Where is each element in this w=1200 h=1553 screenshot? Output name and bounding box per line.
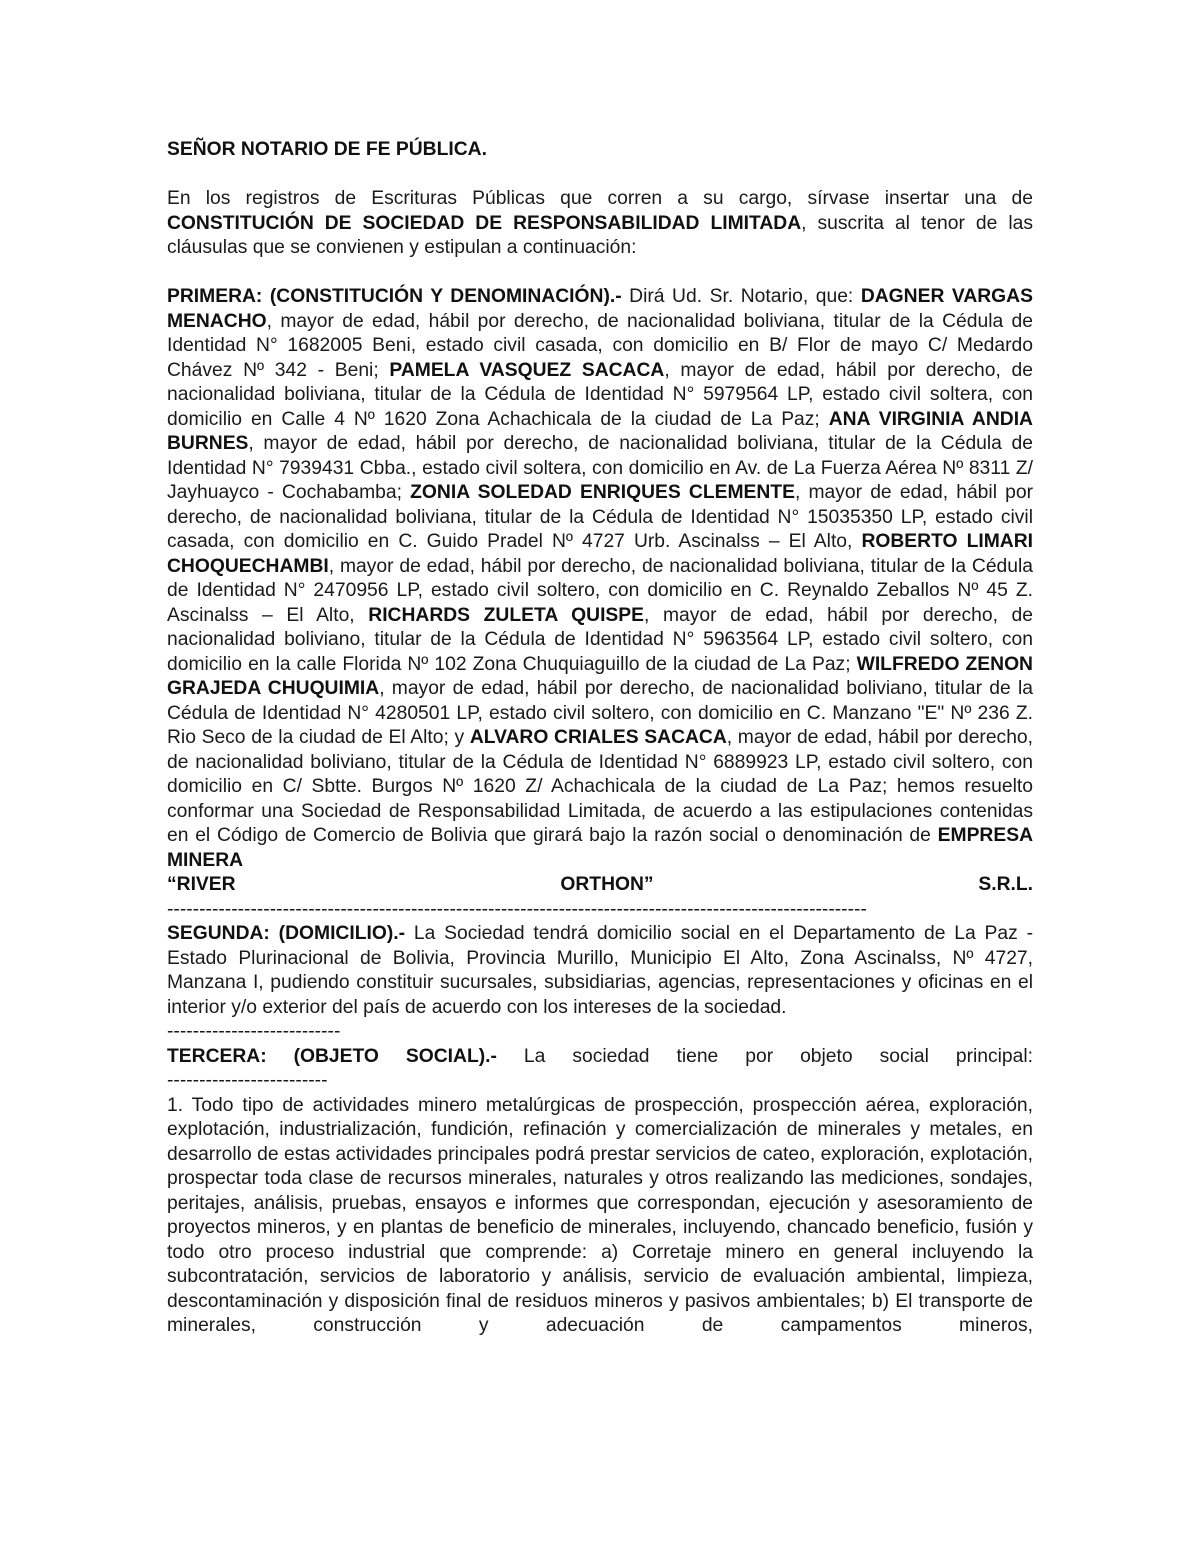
clause-text: , mayor de edad, hábil por derecho, de nacionalidad boliviano, titular de la Cédula de Identidad N° 5963564 LP, estado civil soltero, con domicilio en la calle Florida Nº 102 Zona Chuquiaguillo de la ciudad de La Paz; — [167, 604, 1033, 675]
partner-name: DAGNER VARGAS MENACHO — [167, 286, 1033, 332]
clause-text: , mayor de edad, hábil por derecho, de nacionalidad boliviano, titular de la Cédula de Identidad N° 4280501 LP, estado civil soltero, con domicilio en C. Manzano "E" Nº 236 Z. Rio Seco de la ciudad de El Alto; y — [167, 678, 1033, 748]
company-name-srl: S.R.L. — [978, 874, 1033, 895]
intro-bold-title: CONSTITUCIÓN DE SOCIEDAD DE RESPONSABILIDAD LIMITADA — [167, 212, 802, 234]
clause-text: Dirá Ud. Sr. Notario, que: — [621, 286, 861, 307]
clause-tercera — [167, 1045, 1033, 1070]
intro-text-2: , suscrita al tenor de las cláusulas que se convienen y estipulan a continuación: — [167, 212, 1034, 258]
clause-segunda — [167, 922, 1033, 1020]
dash-separator: ------------------------- — [167, 1070, 328, 1091]
clause-text: La Sociedad tendrá domicilio social en el Departamento de La Paz - Estado Plurinacional de Bolivia, Provincia Murillo, Municipio El Alto, Zona Ascinalss, Nº 4727, Manzana I, pudiendo constituir sucursales, subsidiarias, agencias, representaciones y oficinas en el interior y/o exterior del país de acuerdo con los intereses de la sociedad. — [167, 923, 1033, 1018]
clause-primera-title: PRIMERA: (CONSTITUCIÓN Y DENOMINACIÓN).- — [167, 286, 622, 307]
partner-name: PAMELA VASQUEZ SACACA — [389, 359, 665, 381]
document-heading: SEÑOR NOTARIO DE FE PÚBLICA. — [167, 139, 487, 160]
clause-text: , mayor de edad, hábil por derecho, de nacionalidad boliviana, titular de la Cédula de Identidad N° 5979564 LP, estado civil soltera, con domicilio en Calle 4 Nº 1620 Zona Achachicala de la ciudad de La Paz; — [167, 359, 1033, 430]
partner-name: ALVARO CRIALES SACACA — [469, 727, 727, 748]
company-name-river: “RIVER — [167, 874, 236, 895]
company-name-part1: EMPRESA MINERA — [167, 825, 1033, 871]
clause-segunda-title: SEGUNDA: (DOMICILIO).- — [167, 923, 406, 944]
company-name-orthon: ORTHON” — [560, 874, 654, 895]
spacer — [167, 261, 1033, 286]
intro-text-1: En los registros de Escrituras Públicas que corren a su cargo, sírvase insertar una de — [167, 188, 1033, 209]
clause-text: , mayor de edad, hábil por derecho, de nacionalidad boliviana, titular de la Cédula de Identidad N° 7939431 Cbba., estado civil soltera, con domicilio en Av. de La Fuerza Aérea Nº 8311 Z/ Jayhuayco - Cochabamba; — [167, 433, 1033, 503]
partner-name: ANA VIRGINIA ANDIA BURNES — [167, 408, 1033, 454]
partner-name: WILFREDO ZENON GRAJEDA CHUQUIMIA — [167, 653, 1033, 699]
clause-primera — [167, 285, 1033, 873]
spacer — [167, 163, 1033, 188]
partner-name: ZONIA SOLEDAD ENRIQUES CLEMENTE — [410, 482, 795, 503]
clause-tercera-title: TERCERA: (OBJETO SOCIAL).- — [167, 1045, 497, 1067]
clause-text: , mayor de edad, hábil por derecho, de nacionalidad boliviana, titular de la Cédula de Identidad N° 2470956 LP, estado civil soltero, con domicilio en C. Reynaldo Zeballos Nº 45 Z. Ascinalss – El Alto, — [167, 555, 1033, 626]
clause-text: , mayor de edad, hábil por derecho, de nacionalidad boliviana, titular de la Cédula de Identidad N° 1682005 Beni, estado civil casada, con domicilio en B/ Flor de mayo C/ Medardo Chávez Nº 342 - Beni; — [167, 310, 1033, 381]
partner-name: ROBERTO LIMARI CHOQUECHAMBI — [167, 531, 1033, 577]
intro-paragraph — [167, 187, 1033, 261]
clause-text: , mayor de edad, hábil por derecho, de nacionalidad boliviana, titular de la Cédula de Identidad N° 15035350 LP, estado civil casada, con domicilio en C. Guido Pradel Nº 4727 Urb. Ascinalss – El Alto, — [167, 482, 1034, 552]
dash-separator: ------------------------------------------------------------------------------------------------------------- — [167, 898, 867, 920]
partner-name: RICHARDS ZULETA QUISPE — [368, 604, 645, 626]
clause-tercera-item-1: 1. Todo tipo de actividades minero metalúrgicas de prospección, prospección aérea, exploración, explotación, industrialización, fundición, refinación y comercialización de minerales y metales, en desarrollo de estas actividades principales podrá prestar servicios de cateo, exploración, explotación, prospectar toda clase de recursos minerales, naturales y otros realizando las mediciones, sondajes, peritajes, análisis, pruebas, ensayos e informes que correspondan, ejecución y asesoramiento de proyectos mineros, y en plantas de beneficio de minerales, incluyendo, chancado beneficio, fusión y todo otro proceso industrial que comprende: a) Corretaje minero en general incluyendo la subcontratación, servicios de laboratorio y análisis, servicio de evaluación ambiental, limpieza, descontaminación y disposición final de residuos mineros y pasivos ambientales; b) El transporte de minerales, construcción y adecuación de campamentos mineros, — [167, 1094, 1033, 1336]
clause-text: La sociedad tiene por objeto social principal: — [496, 1045, 1034, 1067]
dash-separator: --------------------------- — [167, 1021, 341, 1042]
clause-text: , mayor de edad, hábil por derecho, de nacionalidad boliviano, titular de la Cédula de Identidad N° 6889923 LP, estado civil soltero, con domicilio en C/ Sbtte. Burgos Nº 1620 Z/ Achachicala de la ciudad de La Paz; hemos resuelto conformar una Sociedad de Responsabilidad Limitada, de acuerdo a las estipulaciones contenidas en el Código de Comercio de Bolivia que girará bajo la razón social o denominación de — [167, 727, 1033, 846]
document-page — [167, 138, 1033, 1339]
company-name-line — [167, 873, 1033, 898]
